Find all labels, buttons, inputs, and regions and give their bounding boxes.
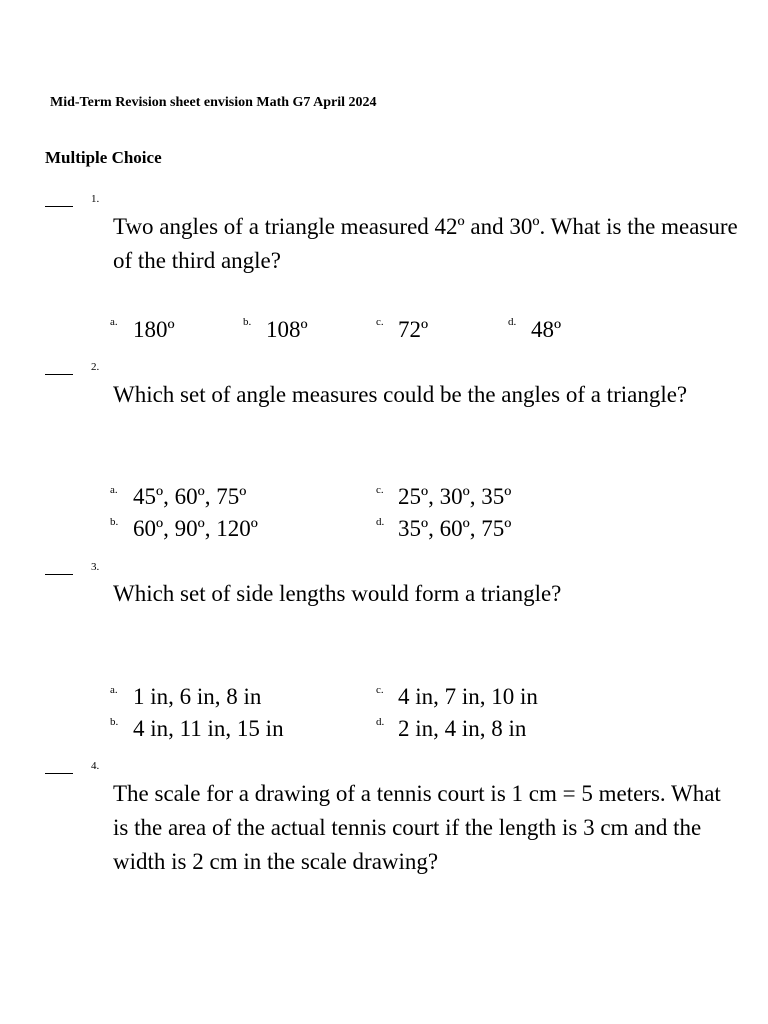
q2-option-a-text: 45º, 60º, 75º xyxy=(133,484,247,509)
q2-option-c-text: 25º, 30º, 35º xyxy=(398,484,512,509)
answer-blank-4[interactable] xyxy=(45,773,73,774)
q3-option-d-text: 2 in, 4 in, 8 in xyxy=(398,716,527,741)
q2-option-b-text: 60º, 90º, 120º xyxy=(133,516,258,541)
q3-option-b-letter: b. xyxy=(110,716,119,728)
q2-option-c-letter: c. xyxy=(376,484,384,496)
q1-option-a-text: 180º xyxy=(133,317,175,342)
question-number-1: 1. xyxy=(91,193,100,205)
answer-blank-2[interactable] xyxy=(45,374,73,375)
section-title: Multiple Choice xyxy=(45,148,162,167)
question-number-2: 2. xyxy=(91,361,100,373)
q1-option-a-letter: a. xyxy=(110,316,118,328)
q1-option-c-text: 72º xyxy=(398,317,429,342)
question-number-4: 4. xyxy=(91,760,100,772)
q2-option-d-letter: d. xyxy=(376,516,385,528)
answer-blank-1[interactable] xyxy=(45,206,73,207)
q1-option-d-text: 48º xyxy=(531,317,562,342)
q3-option-b-text: 4 in, 11 in, 15 in xyxy=(133,716,284,741)
q3-option-a-text: 1 in, 6 in, 8 in xyxy=(133,684,262,709)
q1-option-d-letter: d. xyxy=(508,316,517,328)
q2-option-b-letter: b. xyxy=(110,516,119,528)
answer-blank-3[interactable] xyxy=(45,574,73,575)
q1-option-b-letter: b. xyxy=(243,316,252,328)
q2-option-a-letter: a. xyxy=(110,484,118,496)
q1-option-c-letter: c. xyxy=(376,316,384,328)
q3-option-c-text: 4 in, 7 in, 10 in xyxy=(398,684,538,709)
question-text-3: Which set of side lengths would form a triangle? xyxy=(113,581,562,606)
worksheet-title: Mid-Term Revision sheet envision Math G7 April 2024 xyxy=(50,95,377,110)
question-number-3: 3. xyxy=(91,561,100,573)
question-text-2: Which set of angle measures could be the angles of a triangle? xyxy=(113,382,688,407)
question-text-1: Two angles of a triangle measured 42º and 30º. What is the measure of the third angle? xyxy=(113,214,738,273)
q3-option-a-letter: a. xyxy=(110,684,118,696)
question-text-4: The scale for a drawing of a tennis court is 1 cm = 5 meters. What is the area of the actual tennis court if the length is 3 cm and the width is 2 cm in the scale drawing? xyxy=(113,781,721,874)
q1-option-b-text: 108º xyxy=(266,317,308,342)
q3-option-d-letter: d. xyxy=(376,716,385,728)
q3-option-c-letter: c. xyxy=(376,684,384,696)
q2-option-d-text: 35º, 60º, 75º xyxy=(398,516,512,541)
